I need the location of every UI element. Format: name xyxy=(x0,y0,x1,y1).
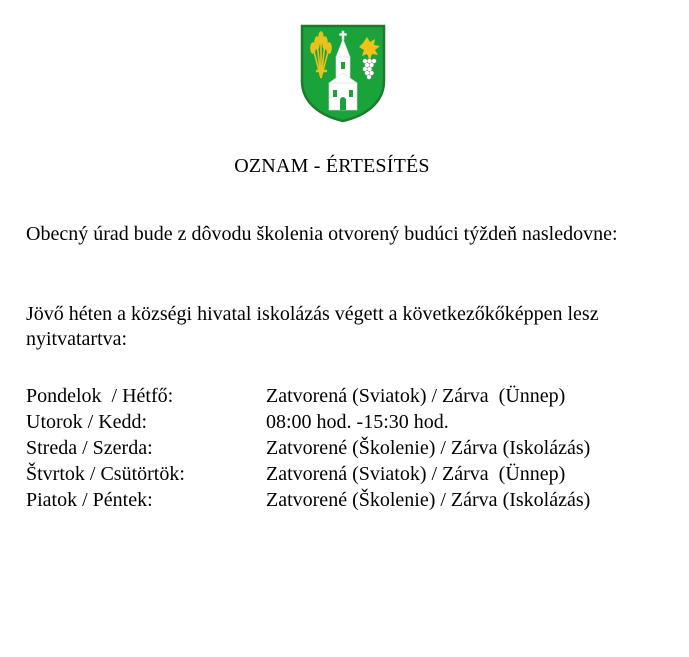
notice-paragraph-slovak: Obecný úrad bude z dôvodu školenia otvorený budúci týždeň nasledovne: xyxy=(26,223,618,245)
schedule-day: Piatok / Péntek: xyxy=(26,489,153,511)
schedule-hours: Zatvorené (Školenie) / Zárva (Iskolázás) xyxy=(266,437,591,459)
schedule-day: Streda / Szerda: xyxy=(26,437,153,459)
opening-hours-schedule xyxy=(26,383,676,513)
schedule-row-wednesday xyxy=(26,435,676,461)
notice-paragraph-hungarian: Jövő héten a községi hivatal iskolázás végett a következőkőképpen lesz nyitvatartva: xyxy=(26,303,599,350)
coat-of-arms-icon xyxy=(299,23,387,123)
schedule-hours: Zatvorené (Školenie) / Zárva (Iskolázás) xyxy=(266,489,591,511)
schedule-day: Pondelok / Hétfő: xyxy=(26,385,174,407)
schedule-day: Utorok / Kedd: xyxy=(26,411,148,433)
schedule-row-friday xyxy=(26,487,676,513)
schedule-hours: 08:00 hod. -15:30 hod. xyxy=(266,411,449,433)
schedule-row-monday xyxy=(26,383,676,409)
schedule-day: Štvrtok / Csütörtök: xyxy=(26,463,185,485)
schedule-row-tuesday xyxy=(26,409,676,435)
notice-title: OZNAM - ÉRTESÍTÉS xyxy=(234,155,430,177)
coat-of-arms-graphic xyxy=(299,23,387,123)
schedule-row-thursday xyxy=(26,461,676,487)
schedule-hours: Zatvorená (Sviatok) / Zárva (Ünnep) xyxy=(266,463,566,485)
schedule-hours: Zatvorená (Sviatok) / Zárva (Ünnep) xyxy=(266,385,566,407)
